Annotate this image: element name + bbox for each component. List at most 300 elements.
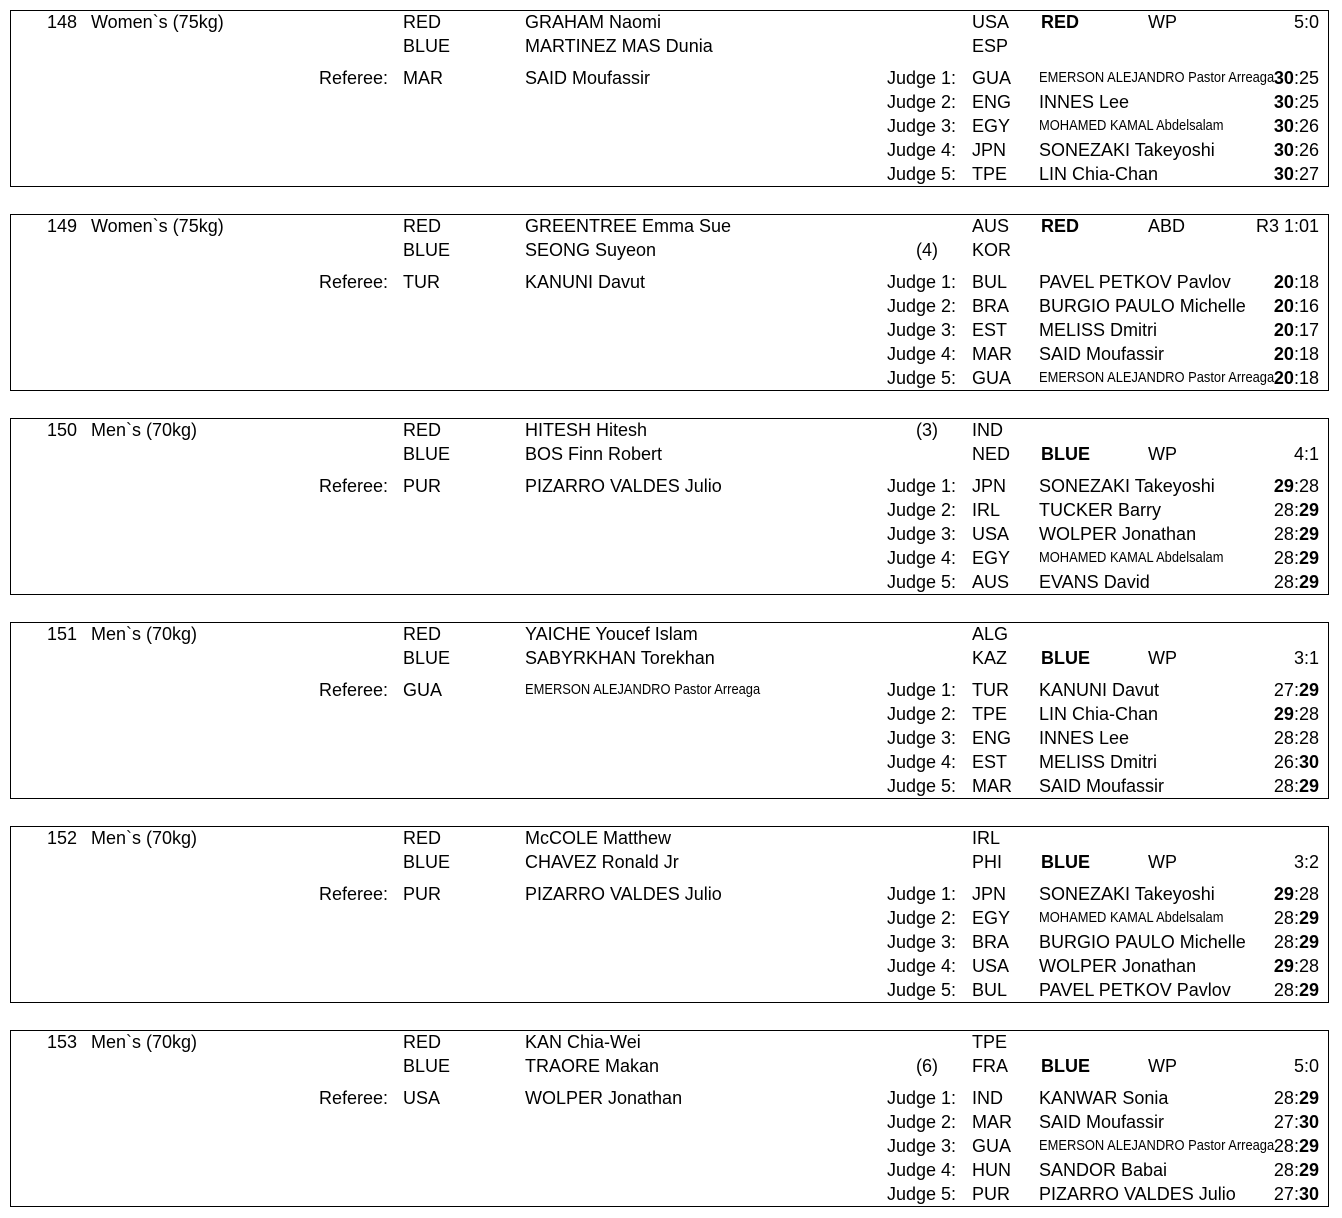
judge-name: KANWAR Sonia (1039, 1088, 1169, 1108)
judge-score (1239, 91, 1319, 113)
red-score: 28 (1273, 572, 1294, 592)
judge-country: MAR (972, 776, 1012, 796)
judge-name: LIN Chia-Chan (1039, 704, 1159, 724)
blue-score: 18 (1298, 344, 1319, 364)
judge-country: AUS (972, 572, 1010, 592)
blue-corner-label: BLUE (403, 1056, 451, 1076)
bout-block (10, 418, 1329, 595)
judge-country: JPN (972, 884, 1007, 904)
judge-score (1239, 679, 1319, 701)
red-boxer-name: YAICHE Youcef Islam (525, 624, 698, 644)
judge-label: Judge 3: (887, 728, 957, 748)
judge-name: MOHAMED KAMAL Abdelsalam (1039, 909, 1224, 926)
score-separator: : (1293, 908, 1299, 928)
red-corner-label: RED (403, 12, 442, 32)
blue-score: 29 (1298, 524, 1319, 544)
judge-name: INNES Lee (1039, 728, 1130, 748)
blue-score: 29 (1298, 776, 1319, 796)
blue-score: 27 (1298, 164, 1319, 184)
judge-name: WOLPER Jonathan (1039, 956, 1197, 976)
judge-name: MOHAMED KAMAL Abdelsalam (1039, 549, 1224, 566)
blue-boxer-name: MARTINEZ MAS Dunia (525, 36, 713, 56)
red-score: 20 (1273, 296, 1294, 316)
score-separator: : (1293, 1136, 1299, 1156)
judge-name: EMERSON ALEJANDRO Pastor Arreaga (1039, 369, 1275, 386)
red-score: 26 (1273, 752, 1294, 772)
judge-label: Judge 3: (887, 524, 957, 544)
red-score: 29 (1273, 476, 1294, 496)
judge-label: Judge 2: (887, 1112, 957, 1132)
decision-type: ABD (1148, 216, 1186, 236)
blue-score: 25 (1298, 92, 1319, 112)
judge-country: EST (972, 752, 1008, 772)
judge-country: ENG (972, 728, 1012, 748)
judge-name: MOHAMED KAMAL Abdelsalam (1039, 117, 1224, 134)
judge-label: Judge 2: (887, 500, 957, 520)
blue-boxer-name: CHAVEZ Ronald Jr (525, 852, 679, 872)
bout-result: 4:1 (1293, 444, 1319, 464)
score-separator: : (1293, 956, 1299, 976)
referee-country: PUR (403, 476, 442, 496)
bout-block (10, 10, 1329, 187)
weight-category: Men`s (70kg) (91, 420, 198, 440)
red-score: 28 (1273, 524, 1294, 544)
decision-type: WP (1148, 12, 1177, 32)
judge-country: TPE (972, 164, 1008, 184)
judge-name: SAID Moufassir (1039, 776, 1165, 796)
weight-category: Men`s (70kg) (91, 624, 198, 644)
score-separator: : (1293, 1184, 1299, 1204)
winner-corner: RED (1041, 12, 1080, 32)
blue-score: 29 (1298, 932, 1319, 952)
judge-label: Judge 2: (887, 704, 957, 724)
judge-score (1239, 547, 1319, 569)
red-boxer-country: TPE (972, 1032, 1008, 1052)
blue-corner-label: BLUE (403, 36, 451, 56)
blue-score: 28 (1298, 728, 1319, 748)
judge-name: WOLPER Jonathan (1039, 524, 1197, 544)
referee-label: Referee: (319, 1088, 389, 1108)
red-score: 29 (1273, 884, 1294, 904)
score-separator: : (1293, 92, 1299, 112)
red-score: 28 (1273, 932, 1294, 952)
red-score: 20 (1273, 344, 1294, 364)
blue-score: 16 (1298, 296, 1319, 316)
red-boxer-name: McCOLE Matthew (525, 828, 672, 848)
judge-name: PAVEL PETKOV Pavlov (1039, 980, 1231, 1000)
judge-country: ENG (972, 92, 1012, 112)
judge-score (1239, 751, 1319, 773)
judge-label: Judge 4: (887, 956, 957, 976)
red-score: 30 (1273, 116, 1294, 136)
judge-name: PAVEL PETKOV Pavlov (1039, 272, 1231, 292)
red-score: 30 (1273, 68, 1294, 88)
decision-type: WP (1148, 444, 1177, 464)
judge-label: Judge 1: (887, 680, 957, 700)
judge-label: Judge 3: (887, 1136, 957, 1156)
judge-score (1239, 1159, 1319, 1181)
weight-category: Men`s (70kg) (91, 828, 198, 848)
score-separator: : (1293, 296, 1299, 316)
red-score: 30 (1273, 92, 1294, 112)
blue-boxer-country: KOR (972, 240, 1012, 260)
bout-result: 3:1 (1293, 648, 1319, 668)
judge-name: MELISS Dmitri (1039, 752, 1158, 772)
blue-boxer-name: TRAORE Makan (525, 1056, 660, 1076)
score-separator: : (1293, 164, 1299, 184)
bout-number: 151 (46, 624, 77, 644)
referee-name: PIZARRO VALDES Julio (525, 476, 722, 496)
referee-label: Referee: (319, 476, 389, 496)
weight-category: Women`s (75kg) (91, 12, 224, 32)
judge-country: BUL (972, 980, 1008, 1000)
score-separator: : (1293, 272, 1299, 292)
score-separator: : (1293, 140, 1299, 160)
winner-corner: BLUE (1041, 444, 1090, 464)
referee-name: EMERSON ALEJANDRO Pastor Arreaga (525, 681, 761, 698)
judge-name: BURGIO PAULO Michelle (1039, 932, 1246, 952)
score-separator: : (1293, 1160, 1299, 1180)
blue-score: 29 (1298, 548, 1319, 568)
red-boxer-country: ALG (972, 624, 1009, 644)
red-score: 29 (1273, 956, 1294, 976)
judge-label: Judge 5: (887, 980, 957, 1000)
judge-country: MAR (972, 344, 1012, 364)
judge-score (1239, 115, 1319, 137)
red-score: 28 (1273, 1160, 1294, 1180)
score-separator: : (1293, 344, 1299, 364)
judge-score (1239, 1135, 1319, 1157)
score-separator: : (1293, 704, 1299, 724)
decision-type: WP (1148, 1056, 1177, 1076)
blue-score: 17 (1298, 320, 1319, 340)
referee-country: GUA (403, 680, 443, 700)
referee-name: WOLPER Jonathan (525, 1088, 683, 1108)
judge-label: Judge 1: (887, 884, 957, 904)
judge-country: JPN (972, 140, 1007, 160)
bout-block (10, 826, 1329, 1003)
blue-score: 26 (1298, 116, 1319, 136)
referee-country: MAR (403, 68, 443, 88)
referee-name: KANUNI Davut (525, 272, 646, 292)
score-separator: : (1293, 368, 1299, 388)
red-score: 20 (1273, 320, 1294, 340)
judge-score (1239, 1087, 1319, 1109)
judge-name: TUCKER Barry (1039, 500, 1162, 520)
red-score: 28 (1273, 728, 1294, 748)
judge-label: Judge 3: (887, 932, 957, 952)
judge-label: Judge 4: (887, 344, 957, 364)
judge-score (1239, 1111, 1319, 1133)
judge-country: USA (972, 956, 1010, 976)
judge-country: PUR (972, 1184, 1011, 1204)
bout-result: R3 1:01 (1255, 216, 1319, 236)
score-separator: : (1293, 1112, 1299, 1132)
winner-corner: BLUE (1041, 852, 1090, 872)
blue-score: 29 (1298, 1160, 1319, 1180)
judge-score (1239, 523, 1319, 545)
decision-type: WP (1148, 852, 1177, 872)
judge-country: IRL (972, 500, 1001, 520)
blue-boxer-name: SEONG Suyeon (525, 240, 657, 260)
bout-block (10, 1030, 1329, 1207)
judge-label: Judge 4: (887, 548, 957, 568)
blue-corner-label: BLUE (403, 852, 451, 872)
score-separator: : (1293, 884, 1299, 904)
score-separator: : (1293, 68, 1299, 88)
blue-boxer-country: ESP (972, 36, 1009, 56)
blue-score: 28 (1298, 884, 1319, 904)
blue-score: 25 (1298, 68, 1319, 88)
blue-score: 29 (1298, 980, 1319, 1000)
score-separator: : (1293, 548, 1299, 568)
referee-label: Referee: (319, 68, 389, 88)
blue-boxer-name: SABYRKHAN Torekhan (525, 648, 715, 668)
referee-name: SAID Moufassir (525, 68, 651, 88)
red-score: 27 (1273, 1184, 1294, 1204)
red-corner-label: RED (403, 216, 442, 236)
blue-boxer-country: FRA (972, 1056, 1008, 1076)
blue-score: 29 (1298, 908, 1319, 928)
judge-score (1239, 979, 1319, 1001)
score-separator: : (1293, 680, 1299, 700)
bout-number: 153 (46, 1032, 77, 1052)
judge-name: MELISS Dmitri (1039, 320, 1158, 340)
judge-name: BURGIO PAULO Michelle (1039, 296, 1246, 316)
judge-country: EGY (972, 548, 1011, 568)
red-score: 20 (1273, 272, 1294, 292)
red-boxer-name: GREENTREE Emma Sue (525, 216, 732, 236)
judge-country: BRA (972, 296, 1010, 316)
red-corner-label: RED (403, 420, 442, 440)
judge-name: SAID Moufassir (1039, 1112, 1165, 1132)
blue-corner-label: BLUE (403, 648, 451, 668)
judge-score (1239, 907, 1319, 929)
judge-country: GUA (972, 68, 1012, 88)
score-separator: : (1293, 752, 1299, 772)
judge-score (1239, 1183, 1319, 1205)
blue-score: 28 (1298, 956, 1319, 976)
blue-score: 30 (1298, 1112, 1319, 1132)
judge-name: SONEZAKI Takeyoshi (1039, 884, 1215, 904)
judge-score (1239, 367, 1319, 389)
bout-result: 5:0 (1293, 12, 1319, 32)
blue-score: 29 (1298, 680, 1319, 700)
blue-boxer-name: BOS Finn Robert (525, 444, 663, 464)
referee-label: Referee: (319, 680, 389, 700)
judge-country: BUL (972, 272, 1008, 292)
judge-country: GUA (972, 368, 1012, 388)
blue-corner-label: BLUE (403, 240, 451, 260)
red-boxer-name: KAN Chia-Wei (525, 1032, 641, 1052)
judge-name: EMERSON ALEJANDRO Pastor Arreaga (1039, 69, 1275, 86)
red-score: 28 (1273, 776, 1294, 796)
referee-country: PUR (403, 884, 442, 904)
red-boxer-name: HITESH Hitesh (525, 420, 648, 440)
bout-block (10, 622, 1329, 799)
judge-label: Judge 2: (887, 92, 957, 112)
score-separator: : (1293, 776, 1299, 796)
blue-score: 18 (1298, 272, 1319, 292)
red-boxer-name: GRAHAM Naomi (525, 12, 662, 32)
judge-score (1239, 67, 1319, 89)
winner-corner: BLUE (1041, 648, 1090, 668)
red-score: 28 (1273, 548, 1294, 568)
judge-country: BRA (972, 932, 1010, 952)
red-score: 29 (1273, 704, 1294, 724)
score-separator: : (1293, 932, 1299, 952)
referee-label: Referee: (319, 272, 389, 292)
blue-score: 30 (1298, 1184, 1319, 1204)
judge-score (1239, 571, 1319, 593)
red-corner-label: RED (403, 1032, 442, 1052)
red-score: 20 (1273, 368, 1294, 388)
blue-score: 26 (1298, 140, 1319, 160)
red-boxer-country: USA (972, 12, 1010, 32)
score-separator: : (1293, 1088, 1299, 1108)
judge-name: EMERSON ALEJANDRO Pastor Arreaga (1039, 1137, 1275, 1154)
decision-type: WP (1148, 648, 1177, 668)
judge-label: Judge 1: (887, 68, 957, 88)
judge-label: Judge 2: (887, 296, 957, 316)
bout-result: 3:2 (1293, 852, 1319, 872)
judge-score (1239, 883, 1319, 905)
judge-label: Judge 5: (887, 368, 957, 388)
judge-name: PIZARRO VALDES Julio (1039, 1184, 1236, 1204)
judge-score (1239, 499, 1319, 521)
red-score: 28 (1273, 1088, 1294, 1108)
blue-seed: (6) (916, 1056, 938, 1076)
judge-label: Judge 1: (887, 476, 957, 496)
judge-score (1239, 271, 1319, 293)
judge-country: MAR (972, 1112, 1012, 1132)
blue-boxer-country: NED (972, 444, 1011, 464)
judge-label: Judge 5: (887, 164, 957, 184)
judge-country: EGY (972, 908, 1011, 928)
judge-country: USA (972, 524, 1010, 544)
blue-boxer-country: KAZ (972, 648, 1008, 668)
judge-country: TPE (972, 704, 1008, 724)
judge-name: SONEZAKI Takeyoshi (1039, 476, 1215, 496)
judge-country: EGY (972, 116, 1011, 136)
red-score: 30 (1273, 164, 1294, 184)
judge-score (1239, 775, 1319, 797)
referee-country: USA (403, 1088, 441, 1108)
judge-name: EVANS David (1039, 572, 1150, 592)
bout-result: 5:0 (1293, 1056, 1319, 1076)
judge-label: Judge 5: (887, 1184, 957, 1204)
judge-score (1239, 931, 1319, 953)
score-separator: : (1293, 728, 1299, 748)
judge-name: SANDOR Babai (1039, 1160, 1168, 1180)
judge-country: HUN (972, 1160, 1011, 1180)
score-separator: : (1293, 476, 1299, 496)
judge-name: SAID Moufassir (1039, 344, 1165, 364)
bout-number: 149 (46, 216, 77, 236)
bout-block (10, 214, 1329, 391)
judge-score (1239, 319, 1319, 341)
judge-label: Judge 5: (887, 776, 957, 796)
judge-label: Judge 1: (887, 1088, 957, 1108)
blue-score: 18 (1298, 368, 1319, 388)
score-separator: : (1293, 572, 1299, 592)
blue-boxer-country: PHI (972, 852, 1003, 872)
red-score: 28 (1273, 908, 1294, 928)
judge-score (1239, 475, 1319, 497)
judge-country: GUA (972, 1136, 1012, 1156)
blue-seed: (4) (916, 240, 938, 260)
weight-category: Men`s (70kg) (91, 1032, 198, 1052)
judge-name: LIN Chia-Chan (1039, 164, 1159, 184)
score-separator: : (1293, 980, 1299, 1000)
red-score: 27 (1273, 680, 1294, 700)
judge-score (1239, 343, 1319, 365)
judge-label: Judge 4: (887, 1160, 957, 1180)
blue-score: 30 (1298, 752, 1319, 772)
judge-name: KANUNI Davut (1039, 680, 1160, 700)
judge-country: IND (972, 1088, 1003, 1108)
blue-score: 28 (1298, 476, 1319, 496)
bout-number: 148 (46, 12, 77, 32)
bout-number: 152 (46, 828, 77, 848)
judge-name: INNES Lee (1039, 92, 1130, 112)
red-seed: (3) (916, 420, 938, 440)
judge-label: Judge 1: (887, 272, 957, 292)
judge-score (1239, 139, 1319, 161)
red-corner-label: RED (403, 828, 442, 848)
blue-score: 29 (1298, 1136, 1319, 1156)
red-score: 28 (1273, 500, 1294, 520)
score-separator: : (1293, 524, 1299, 544)
red-boxer-country: AUS (972, 216, 1010, 236)
blue-score: 29 (1298, 572, 1319, 592)
judge-score (1239, 295, 1319, 317)
red-corner-label: RED (403, 624, 442, 644)
winner-corner: RED (1041, 216, 1080, 236)
red-score: 28 (1273, 980, 1294, 1000)
blue-score: 29 (1298, 500, 1319, 520)
judge-label: Judge 2: (887, 908, 957, 928)
judge-label: Judge 3: (887, 320, 957, 340)
blue-corner-label: BLUE (403, 444, 451, 464)
red-score: 27 (1273, 1112, 1294, 1132)
judge-label: Judge 5: (887, 572, 957, 592)
score-separator: : (1293, 116, 1299, 136)
judge-label: Judge 4: (887, 752, 957, 772)
bout-number: 150 (46, 420, 77, 440)
score-separator: : (1293, 500, 1299, 520)
judge-score (1239, 955, 1319, 977)
blue-score: 29 (1298, 1088, 1319, 1108)
referee-country: TUR (403, 272, 440, 292)
blue-score: 28 (1298, 704, 1319, 724)
judge-name: SONEZAKI Takeyoshi (1039, 140, 1215, 160)
judge-country: JPN (972, 476, 1007, 496)
weight-category: Women`s (75kg) (91, 216, 224, 236)
referee-name: PIZARRO VALDES Julio (525, 884, 722, 904)
red-score: 30 (1273, 140, 1294, 160)
judge-country: EST (972, 320, 1008, 340)
referee-label: Referee: (319, 884, 389, 904)
red-boxer-country: IND (972, 420, 1003, 440)
red-boxer-country: IRL (972, 828, 1001, 848)
winner-corner: BLUE (1041, 1056, 1090, 1076)
judge-country: TUR (972, 680, 1009, 700)
judge-score (1239, 163, 1319, 185)
judge-score (1239, 727, 1319, 749)
judge-label: Judge 3: (887, 116, 957, 136)
red-score: 28 (1273, 1136, 1294, 1156)
